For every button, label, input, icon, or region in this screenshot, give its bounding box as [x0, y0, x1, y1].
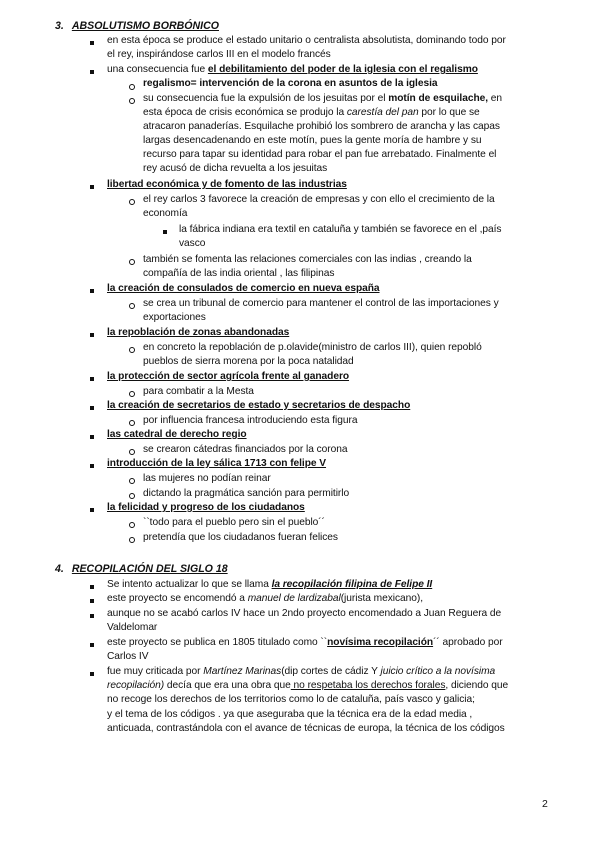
sub-item-line	[143, 92, 502, 106]
list-item-line: no recoge los derechos de los territorios como lo de cataluña, país vasco y galicia;	[107, 694, 475, 705]
sub-bullet-icon	[129, 199, 135, 205]
sub-item-line: atracaron panaderías. Esquilache prohibió los sombrero de arancha y las capas	[143, 121, 500, 132]
list-item-line: la felicidad y progreso de los ciudadanos	[107, 502, 305, 513]
list-item-line	[107, 592, 423, 606]
sub-item-line: compañía de las india oriental , las filipinas	[143, 268, 335, 279]
section-4-heading	[55, 563, 228, 575]
sub-bullet-icon	[129, 449, 135, 455]
sub-item-line: rey acusó de dicha revuelta a los jesuitas	[143, 163, 328, 174]
sub-item-line: recurso para tapar su identidad para robar el pan fue arrebatado. Finalmente el	[143, 149, 497, 160]
list-item-line: introducción de la ley sálica 1713 con felipe V	[107, 458, 327, 469]
sub-bullet-icon	[129, 347, 135, 353]
sub-item-line: dictando la pragmática sanción para permitirlo	[143, 488, 350, 499]
sub-item-line: largas desencadenando en este motín, pues la gente moría de hambre y su	[143, 135, 482, 146]
sub-item-line: las mujeres no podían reinar	[143, 473, 271, 484]
text-run: su consecuencia fue la expulsión de los jesuitas por el	[143, 93, 389, 104]
sub-item-line: por influencia francesa introduciendo esta figura	[143, 415, 358, 426]
list-item-line	[107, 665, 495, 679]
sub-bullet-icon	[129, 391, 135, 397]
list-item-line: Valdelomar	[107, 622, 158, 633]
text-run: (jurista mexicano),	[340, 593, 423, 604]
list-item-line: libertad económica y de fomento de las industrias	[107, 179, 347, 190]
bullet-icon	[90, 672, 94, 676]
sub-bullet-icon	[129, 522, 135, 528]
list-item-line: las catedral de derecho regio	[107, 429, 247, 440]
list-item-line: la protección de sector agrícola frente al ganadero	[107, 371, 350, 382]
list-item-line	[107, 636, 503, 650]
text-run: decía que era una obra que	[164, 680, 291, 691]
sub-item-line: pueblos de sierra morena por la poca natalidad	[143, 356, 354, 367]
sub-item-line: también se fomenta las relaciones comerciales con las indias , creando la	[143, 254, 472, 265]
text-run-bold: motín de esquilache,	[388, 93, 489, 104]
bullet-icon	[90, 41, 94, 45]
square-bullet-icon	[163, 230, 167, 234]
list-item-line: Carlos IV	[107, 651, 149, 662]
bullet-icon	[90, 614, 94, 618]
sub-sub-item-line: vasco	[179, 238, 206, 249]
text-run-bold-underline: novísima recopilación	[327, 637, 434, 648]
text-run-bold-underline: el debilitamiento del poder de la iglesia con el regalismo	[207, 64, 478, 75]
list-item-line: la creación de consulados de comercio en nueva españa	[107, 283, 380, 294]
text-run: una consecuencia fue	[107, 64, 208, 75]
text-run: Se intento actualizar lo que se llama	[107, 579, 272, 590]
bullet-icon	[90, 406, 94, 410]
bullet-icon	[90, 599, 94, 603]
sub-item-line: ``todo para el pueblo pero sin el pueblo´´	[143, 517, 325, 528]
bullet-icon	[90, 464, 94, 468]
section-4-title: RECOPILACIÓN DEL SIGLO 18	[71, 563, 228, 575]
bullet-icon	[90, 435, 94, 439]
sub-bullet-icon	[129, 259, 135, 265]
sub-bullet-icon	[129, 537, 135, 543]
text-run: por lo que se	[418, 107, 480, 118]
sub-bullet-icon	[129, 478, 135, 484]
sub-item-line: para combatir a la Mesta	[143, 386, 254, 397]
list-item-line: la creación de secretarios de estado y secretarios de despacho	[107, 400, 411, 411]
text-run-italic: manuel de lardizabal	[247, 593, 341, 604]
sub-item-line: se crearon cátedras financiados por la corona	[143, 444, 348, 455]
list-item-line	[107, 63, 478, 77]
sub-item-line: economía	[143, 208, 188, 219]
section-3-title: ABSOLUTISMO BORBÓNICO	[71, 20, 219, 32]
sub-bullet-icon	[129, 303, 135, 309]
text-run-underline: no respetaba los derechos forales	[290, 680, 446, 691]
sub-item-line: exportaciones	[143, 312, 206, 323]
text-run: fue muy criticada por	[107, 666, 204, 677]
list-item-line	[107, 578, 432, 592]
text-run: este proyecto se encomendó a	[107, 593, 248, 604]
bullet-icon	[90, 333, 94, 337]
bullet-icon	[90, 643, 94, 647]
bullet-icon	[90, 289, 94, 293]
sub-bullet-icon	[129, 420, 135, 426]
text-run: este proyecto se publica en 1805 titulado como ``	[107, 637, 328, 648]
list-item-line: anticuada, contrastándola con el avance de técnicas de europa, la técnica de los códigos	[107, 723, 505, 734]
sub-item-line: se crea un tribunal de comercio para mantener el control de las importaciones y	[143, 298, 499, 309]
list-item-line: en esta época se produce el estado unitario o centralista absolutista, dominando todo por	[107, 35, 506, 46]
text-run: esta época de crisis económica se produjo la	[143, 107, 347, 118]
sub-item-line: regalismo= intervención de la corona en asuntos de la iglesia	[143, 78, 438, 89]
section-3-heading	[55, 20, 219, 32]
list-item-line: el rey, inspirándose carlos III en el modelo francés	[107, 49, 331, 60]
sub-item-line	[143, 106, 480, 120]
list-item-line: aunque no se acabó carlos IV hace un 2ndo proyecto encomendado a Juan Reguera de	[107, 608, 502, 619]
section-3-number: 3.	[55, 20, 64, 32]
list-item-line: y el tema de los códigos . ya que aseguraba que la técnica era de la edad media ,	[107, 709, 473, 720]
sub-item-line: pretendía que los ciudadanos fueran felices	[143, 532, 338, 543]
sub-item-line: el rey carlos 3 favorece la creación de empresas y con ello el crecimiento de la	[143, 194, 495, 205]
page-number: 2	[542, 798, 548, 810]
bullet-icon	[90, 585, 94, 589]
list-item-line: la repoblación de zonas abandonadas	[107, 327, 290, 338]
text-run: en	[488, 93, 503, 104]
sub-bullet-icon	[129, 84, 135, 90]
text-run-italic: juicio crítico a la novísima	[380, 666, 496, 677]
bullet-icon	[90, 70, 94, 74]
sub-item-line: en concreto la repoblación de p.olavide(ministro de carlos III), quien repobló	[143, 342, 482, 353]
text-run: , diciendo que	[445, 680, 509, 691]
bullet-icon	[90, 508, 94, 512]
text-run-italic: carestía del pan	[346, 107, 419, 118]
bullet-icon	[90, 185, 94, 189]
section-4-number: 4.	[55, 563, 64, 575]
sub-bullet-icon	[129, 98, 135, 104]
sub-sub-item-line: la fábrica indiana era textil en cataluña y también se favorece en el ,país	[179, 224, 502, 235]
sub-bullet-icon	[129, 493, 135, 499]
text-run-bold-italic-underline: la recopilación filipina de Felipe II	[271, 579, 433, 590]
bullet-icon	[90, 377, 94, 381]
text-run-italic: recopilación)	[107, 680, 165, 691]
text-run-italic: Martínez Marinas	[203, 666, 282, 677]
text-run: ´´ aprobado por	[433, 637, 503, 648]
text-run: (dip cortes de cádiz Y	[281, 666, 381, 677]
list-item-line	[107, 679, 508, 693]
